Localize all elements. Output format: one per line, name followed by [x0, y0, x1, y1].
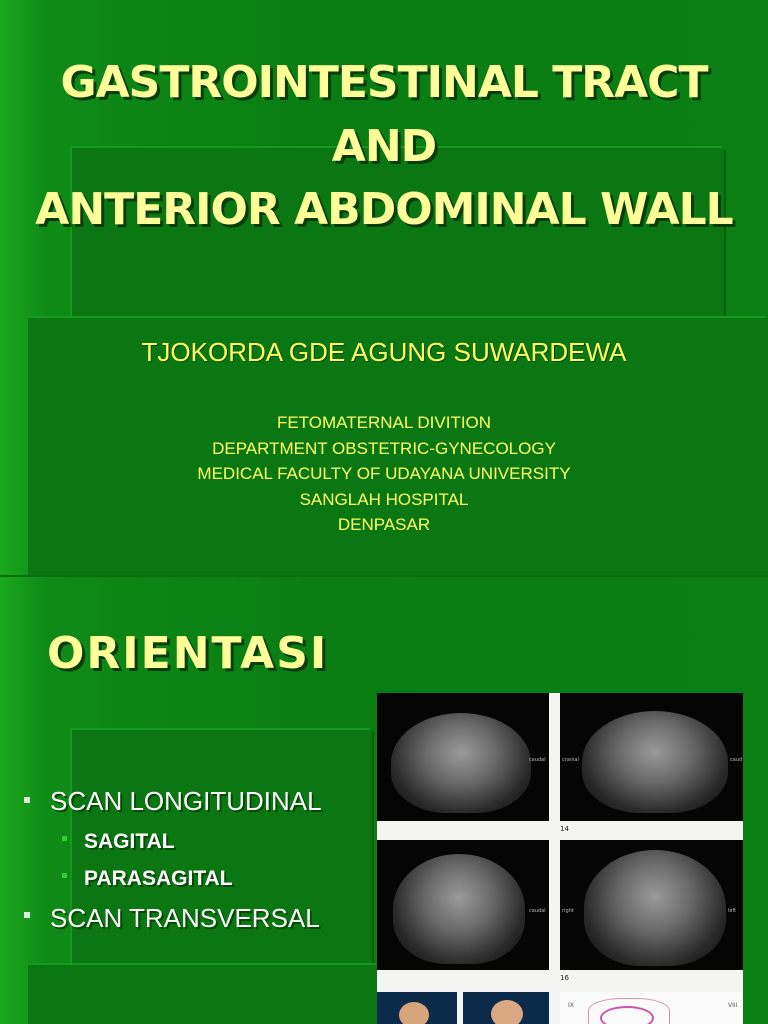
- slide-title: ORIENTASI: [47, 628, 329, 679]
- affiliation-line: FETOMATERNAL DIVITION: [276, 413, 492, 432]
- diagram-thumbnail: IX VIII: [560, 992, 743, 1024]
- bullet-icon: [24, 797, 30, 803]
- figure-number: 14: [560, 825, 569, 833]
- sub-bullet-icon: [62, 873, 67, 878]
- photo-thumbnail: [463, 992, 549, 1024]
- bullet-icon: [24, 912, 30, 918]
- affiliation-block: [0, 410, 768, 538]
- title-line-3: ANTERIOR ABDOMINAL WALL: [35, 184, 733, 235]
- figure-number: 16: [560, 974, 569, 982]
- bullet-item-2: SCAN TRANSVERSAL: [50, 903, 320, 933]
- photo-thumbnail: [377, 992, 457, 1024]
- title-line-2: AND: [331, 121, 437, 172]
- title-line-1: GASTROINTESTINAL TRACT: [60, 57, 708, 108]
- sub-bullet-item: SAGITAL: [84, 830, 175, 853]
- ultrasound-image: caudal: [377, 840, 549, 970]
- ultrasound-image: cranial caud: [560, 693, 743, 821]
- affiliation-line: SANGLAH HOSPITAL: [299, 489, 469, 509]
- bullet-item-1: SCAN LONGITUDINAL: [50, 786, 322, 816]
- affiliation-line: DEPARTMENT OBSTETRIC-GYNECOLOGY: [212, 438, 556, 458]
- decor-panel-low: [28, 965, 378, 1024]
- sub-bullet-item: PARASAGITAL: [84, 867, 233, 890]
- ultrasound-figure: [377, 693, 743, 1024]
- ultrasound-image: caudal: [377, 693, 549, 821]
- author-name: TJOKORDA GDE AGUNG SUWARDEWA: [141, 337, 627, 367]
- ultrasound-image: right left: [560, 840, 743, 970]
- affiliation-line: MEDICAL FACULTY OF UDAYANA UNIVERSITY: [197, 464, 571, 483]
- sub-bullet-icon: [62, 836, 67, 841]
- affiliation-line: DENPASAR: [337, 515, 431, 534]
